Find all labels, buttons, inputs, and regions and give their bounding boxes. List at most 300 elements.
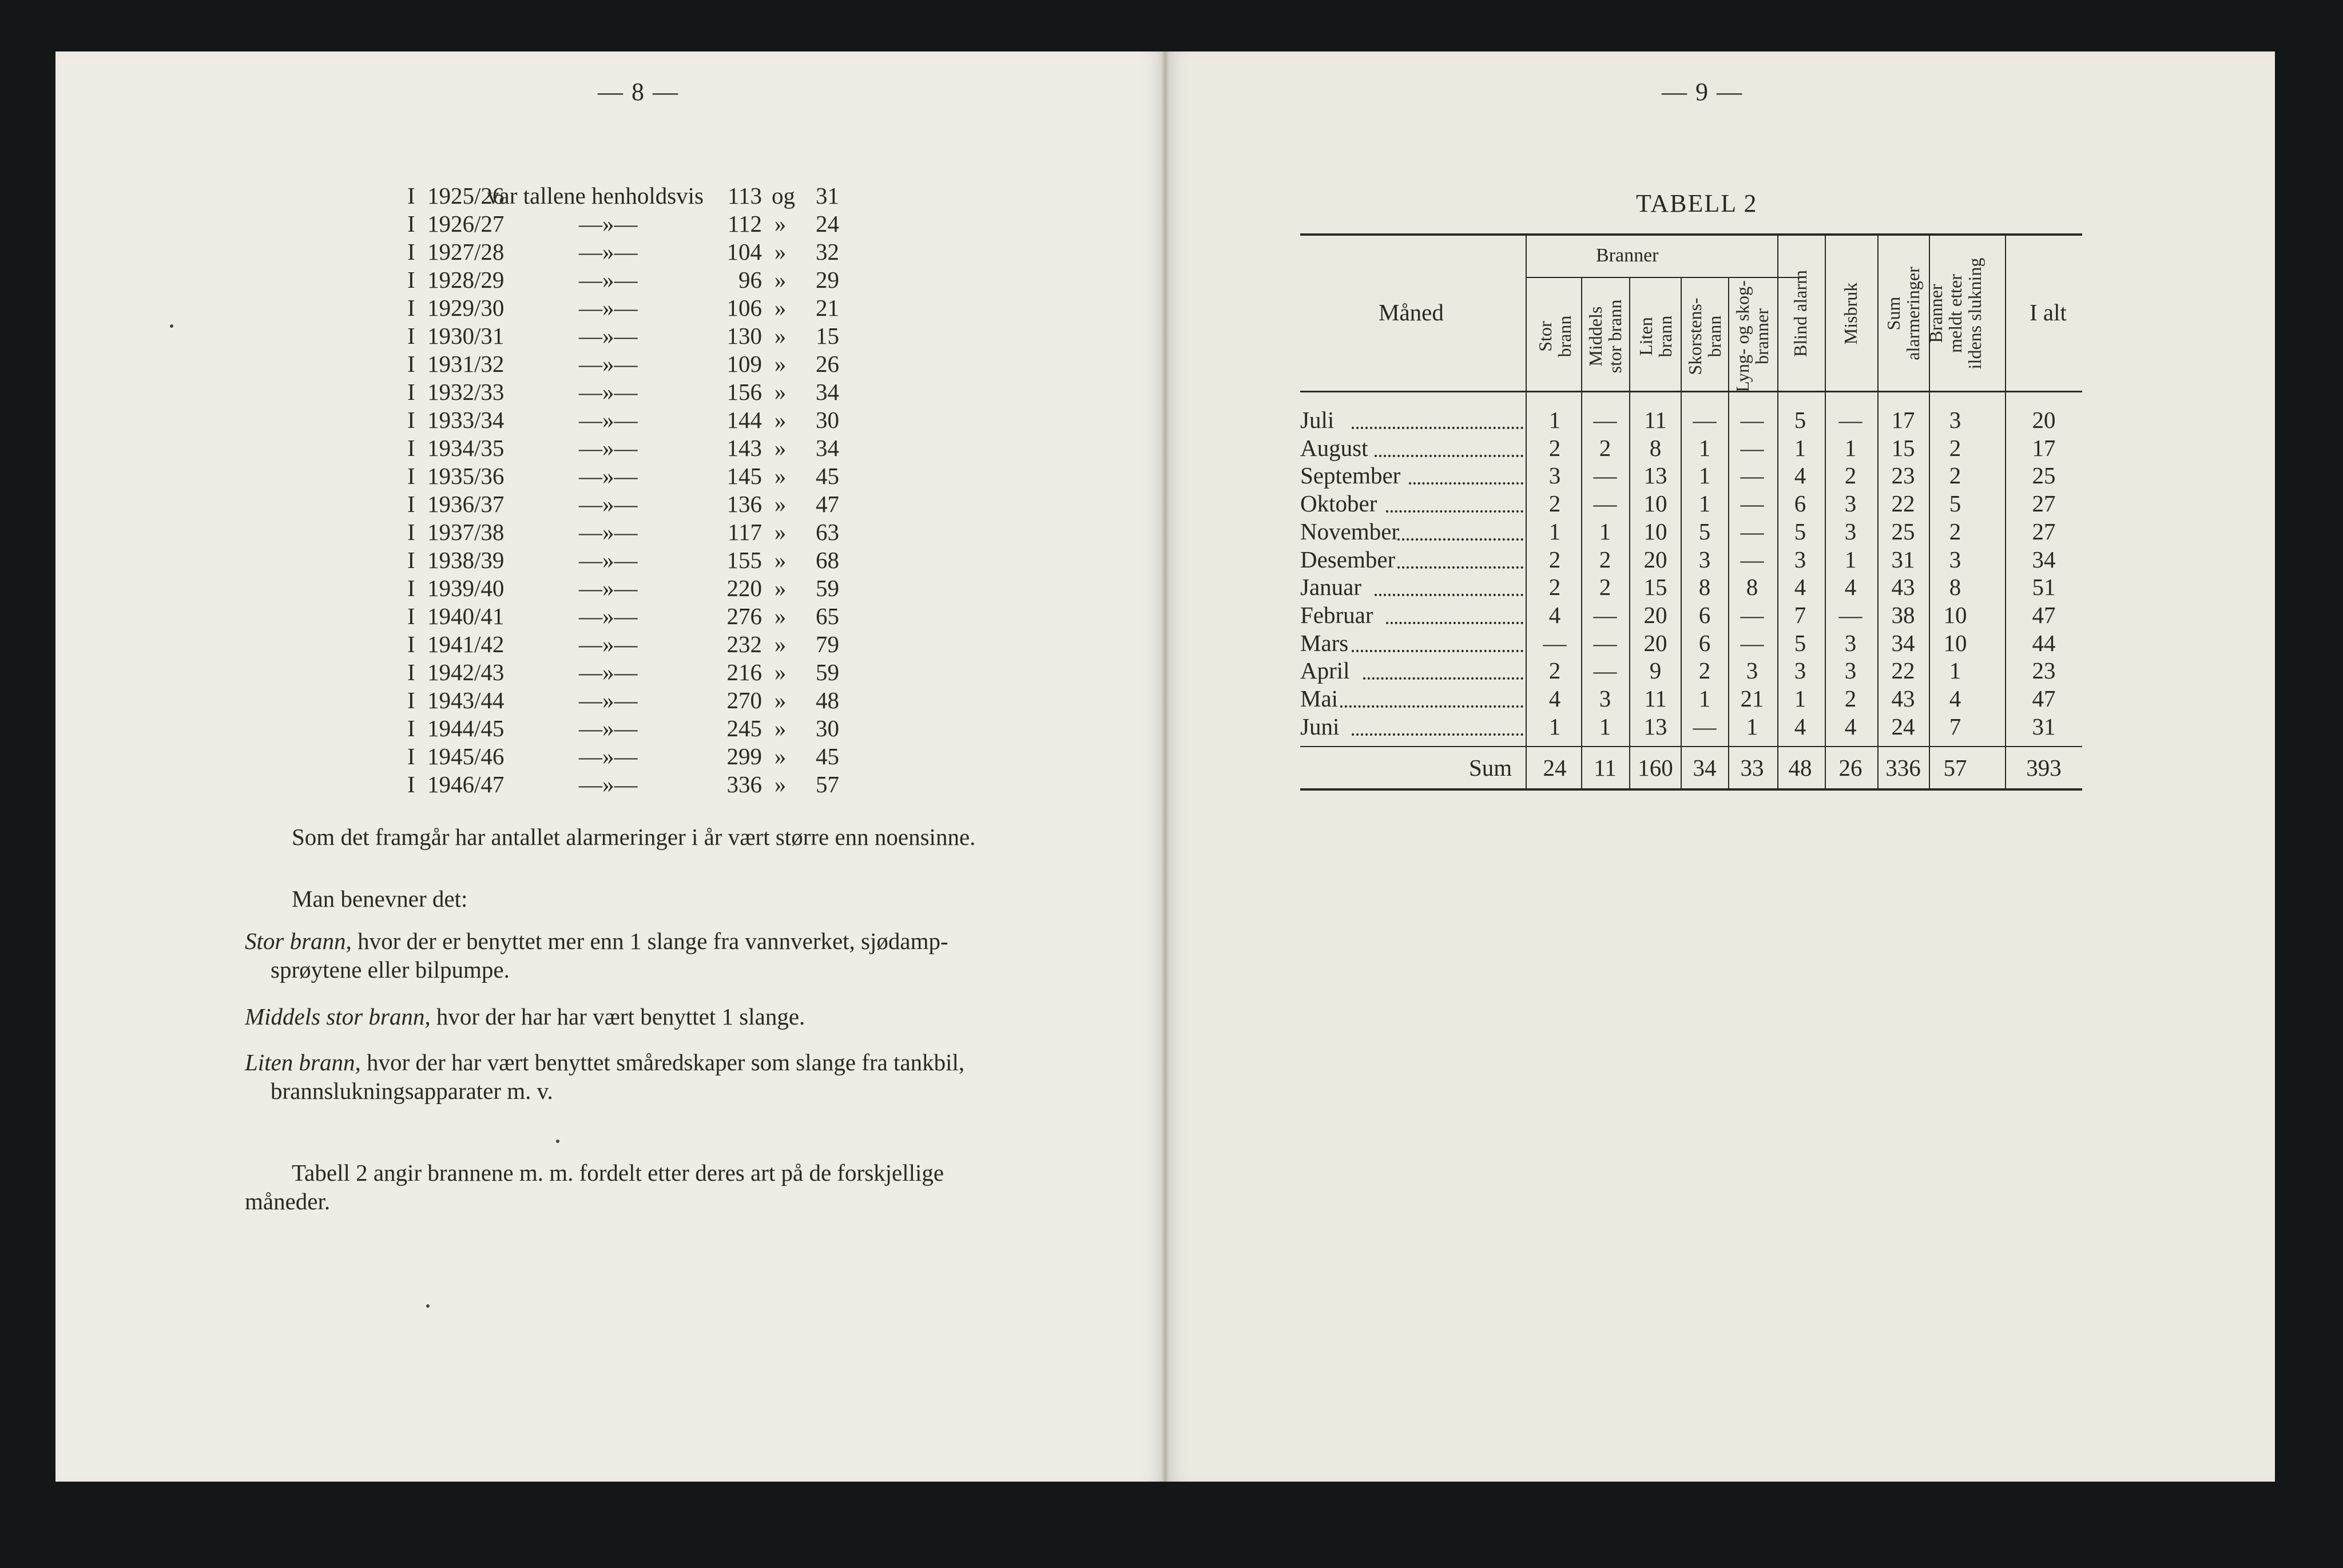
table-cell: 5	[1698, 518, 1711, 545]
year-label: 1945/46	[427, 743, 505, 769]
sum-cell: 33	[1740, 755, 1764, 781]
table-cell: 1	[1698, 462, 1711, 489]
column-header	[1636, 316, 1675, 358]
month-label	[1300, 518, 1529, 545]
month-label	[1300, 713, 1529, 740]
paragraph-alarms: Som det framgår har antallet alarmeringer i år vært større enn noensinne.	[292, 824, 976, 850]
month-name: Oktober	[1300, 490, 1377, 517]
year-label: 1942/43	[427, 659, 505, 685]
column-header-line: brann	[1704, 315, 1725, 358]
year-connector: —»—	[579, 295, 638, 321]
year-prefix: I	[407, 631, 415, 657]
table-cell: —	[1593, 462, 1617, 489]
value-b: 48	[816, 687, 839, 713]
table-cell: 10	[1943, 601, 1967, 628]
table-cell: 8	[1949, 574, 1961, 601]
month-label	[1300, 462, 1529, 489]
table-cell: 43	[1891, 574, 1915, 601]
column-header-line: Skorstens-	[1685, 297, 1705, 375]
table-cell: 4	[1844, 574, 1857, 601]
sum-top-rule	[1300, 746, 2082, 747]
table-cell: 3	[1548, 462, 1561, 489]
table-cell: 17	[1891, 407, 1915, 433]
table-cell: 23	[2032, 657, 2056, 684]
table-cell: 22	[1891, 657, 1915, 684]
table-cell: 38	[1891, 601, 1915, 628]
value-b: 30	[816, 715, 839, 741]
table-cell: —	[1740, 462, 1764, 489]
table-cell: 15	[1643, 574, 1667, 601]
table-cell: 2	[1844, 685, 1857, 712]
year-row	[407, 630, 979, 658]
year-row	[407, 714, 979, 743]
column-header-line: branner	[1752, 308, 1772, 364]
table-cell: 34	[2032, 546, 2056, 573]
column-header-line: alarmeringer	[1903, 267, 1923, 360]
table-cell: —	[1740, 546, 1764, 573]
table-cell: 5	[1794, 518, 1806, 545]
table-cell: 2	[1949, 434, 1961, 461]
book-spine	[1161, 51, 1169, 1482]
year-prefix: I	[407, 351, 415, 377]
table-cell: 5	[1794, 407, 1806, 433]
column-rule	[2005, 236, 2006, 788]
table-cell: 44	[2032, 629, 2056, 656]
month-label	[1300, 406, 1529, 434]
month-label	[1300, 657, 1529, 684]
header-maaned: Måned	[1379, 299, 1444, 325]
year-prefix: I	[407, 519, 415, 545]
table-cell: —	[1593, 407, 1617, 433]
table-cell: —	[1740, 518, 1764, 545]
value-b: 34	[816, 379, 839, 405]
table-cell: 13	[1643, 462, 1667, 489]
month-name: April	[1300, 657, 1350, 684]
year-label: 1944/45	[427, 715, 505, 741]
table-cell: 6	[1698, 601, 1711, 628]
sum-cell: 336	[1885, 755, 1921, 781]
table-cell: 34	[1891, 629, 1915, 656]
value-a: 109	[726, 351, 762, 377]
year-row	[407, 686, 979, 714]
year-connector: —»—	[579, 519, 638, 545]
value-separator: »	[774, 519, 787, 545]
table-header-rule	[1300, 391, 2082, 392]
value-b: 45	[816, 743, 839, 769]
year-label: 1946/47	[427, 771, 505, 797]
table-cell: 3	[1746, 657, 1758, 684]
year-label: 1931/32	[427, 351, 505, 377]
table-cell: 1	[1698, 490, 1711, 517]
year-row	[407, 294, 979, 322]
table-cell: 2	[1949, 462, 1961, 489]
year-connector: —»—	[579, 351, 638, 377]
table-cell: —	[1593, 490, 1617, 517]
table-cell: 22	[1891, 490, 1915, 517]
year-label: 1927/28	[427, 239, 505, 265]
value-separator: »	[774, 771, 787, 797]
table-cell: 1	[1949, 657, 1961, 684]
year-prefix: I	[407, 547, 415, 573]
year-row	[407, 434, 979, 462]
month-name: August	[1300, 434, 1368, 461]
value-separator: »	[774, 351, 787, 377]
value-a: 245	[726, 715, 762, 741]
table-cell: 1	[1599, 518, 1611, 545]
table-cell: 2	[1599, 546, 1611, 573]
table-cell: 10	[1943, 629, 1967, 656]
table-cell: 2	[1548, 490, 1561, 517]
table-cell: —	[1740, 601, 1764, 628]
year-label: 1933/34	[427, 407, 505, 433]
table-top-rule	[1300, 233, 2082, 236]
month-name: September	[1300, 462, 1401, 489]
table-cell: 4	[1794, 713, 1806, 740]
value-b: 15	[816, 323, 839, 349]
table-cell: 31	[2032, 713, 2056, 740]
value-b: 24	[816, 211, 839, 237]
table-cell: 43	[1891, 685, 1915, 712]
value-a: 276	[726, 603, 762, 629]
column-header-line: meldt etter	[1945, 274, 1965, 353]
leader-dots	[1352, 629, 1523, 652]
table-cell: 2	[1548, 574, 1561, 601]
table-cell: 3	[1844, 657, 1857, 684]
sum-cell: 34	[1693, 755, 1717, 781]
paragraph-line: Tabell 2 angir brannene m. m. fordelt etter deres art på de forskjellige	[292, 1160, 944, 1186]
value-b: 79	[816, 631, 839, 657]
table-cell: —	[1740, 490, 1764, 517]
value-separator: »	[774, 491, 787, 517]
month-name: Mai	[1300, 685, 1339, 712]
table-cell: 7	[1794, 601, 1806, 628]
table-cell: 24	[1891, 713, 1915, 740]
table-cell: 8	[1698, 574, 1711, 601]
table-cell: 2	[1548, 434, 1561, 461]
year-prefix: I	[407, 603, 415, 629]
value-b: 29	[816, 267, 839, 293]
year-label: 1925/26	[427, 182, 505, 209]
year-prefix: I	[407, 435, 415, 461]
year-prefix: I	[407, 463, 415, 489]
year-prefix: I	[407, 407, 415, 433]
column-header-line: Blind alarm	[1790, 270, 1810, 357]
year-connector: —»—	[579, 491, 638, 517]
leader-dots	[1352, 406, 1523, 429]
value-separator: »	[774, 631, 787, 657]
value-separator: »	[774, 547, 787, 573]
table-cell: 20	[2032, 407, 2056, 433]
column-header	[1733, 280, 1772, 392]
value-separator: »	[774, 435, 787, 461]
year-connector: —»—	[579, 435, 638, 461]
paragraph-tabell2	[292, 1158, 1075, 1187]
term-middels-brann: Middels stor brann,	[245, 1003, 431, 1030]
year-connector: —»—	[579, 743, 638, 769]
year-connector: —»—	[579, 407, 638, 433]
definition-text: sprøytene eller bilpumpe.	[271, 956, 510, 983]
value-a: 117	[728, 519, 762, 545]
value-a: 145	[726, 463, 762, 489]
definition-text: hvor der er benyttet mer enn 1 slange fra vannverket, sjødamp-	[351, 928, 948, 954]
year-label: 1938/39	[427, 547, 505, 573]
value-b: 63	[816, 519, 839, 545]
sum-cell: 393	[2026, 755, 2062, 781]
table-cell: 3	[1844, 490, 1857, 517]
leader-dots	[1397, 518, 1523, 541]
month-label	[1300, 434, 1529, 462]
year-row	[407, 462, 979, 490]
value-separator: »	[774, 267, 787, 293]
value-a: 96	[738, 267, 762, 293]
table-cell: —	[1693, 713, 1717, 740]
leader-dots	[1375, 434, 1523, 457]
year-prefix: I	[407, 715, 415, 741]
sum-cell: 24	[1543, 755, 1567, 781]
table-cell: 2	[1599, 434, 1611, 461]
value-b: 45	[816, 463, 839, 489]
table-cell: 5	[1794, 629, 1806, 656]
definition-text: hvor der har vært benyttet småredskaper som slange fra tankbil,	[360, 1049, 965, 1075]
year-label: 1932/33	[427, 379, 505, 405]
table-cell: 3	[1794, 657, 1806, 684]
year-label: 1928/29	[427, 267, 505, 293]
year-connector: —»—	[579, 659, 638, 685]
table-cell: —	[1543, 629, 1567, 656]
left-page-number: — 8 —	[598, 78, 679, 106]
paragraph-benevner: Man benevner det:	[292, 886, 468, 912]
definition-middels-brann	[245, 1002, 1028, 1031]
year-connector: —»—	[579, 771, 638, 797]
table-cell: 1	[1794, 434, 1806, 461]
year-row	[407, 350, 979, 378]
branner-group-rule	[1526, 277, 1805, 278]
year-label: 1940/41	[427, 603, 505, 629]
value-separator: »	[774, 715, 787, 741]
year-label: 1943/44	[427, 687, 505, 713]
table-cell: 4	[1794, 462, 1806, 489]
value-b: 65	[816, 603, 839, 629]
sum-cell: 48	[1788, 755, 1812, 781]
year-label: 1935/36	[427, 463, 505, 489]
value-a: 299	[726, 743, 762, 769]
table-cell: 1	[1698, 685, 1711, 712]
table-cell: —	[1693, 407, 1717, 433]
year-label: 1930/31	[427, 323, 505, 349]
value-b: 68	[816, 547, 839, 573]
value-separator: »	[774, 687, 787, 713]
month-name: Februar	[1300, 601, 1373, 628]
column-header-line: ildens slukning	[1964, 257, 1985, 370]
value-a: 155	[726, 547, 762, 573]
year-connector: —»—	[579, 575, 638, 601]
value-b: 32	[816, 239, 839, 265]
table-cell: 47	[2032, 601, 2056, 628]
definition-text: brannslukningsapparater m. v.	[271, 1078, 553, 1104]
table-cell: 20	[1643, 546, 1667, 573]
table-cell: 11	[1644, 685, 1667, 712]
year-connector: —»—	[579, 687, 638, 713]
year-prefix: I	[407, 771, 415, 797]
table-cell: 25	[1891, 518, 1915, 545]
year-connector: —»—	[579, 547, 638, 573]
column-header	[1884, 267, 1923, 360]
table-cell: 4	[1548, 601, 1561, 628]
column-header	[1841, 283, 1860, 344]
year-connector: —»—	[579, 211, 638, 237]
column-rule	[1877, 236, 1879, 788]
year-label: 1941/42	[427, 631, 505, 657]
year-row	[407, 210, 979, 238]
year-row	[407, 771, 979, 799]
table-cell: 5	[1949, 490, 1961, 517]
year-row	[407, 546, 979, 574]
table-cell: 3	[1794, 546, 1806, 573]
value-separator: »	[774, 323, 787, 349]
table-cell: 1	[1548, 518, 1561, 545]
print-dot	[426, 1304, 430, 1308]
table-cell: 10	[1643, 490, 1667, 517]
definition-liten-brann	[245, 1048, 1028, 1105]
value-a: 220	[726, 575, 762, 601]
table-cell: 8	[1746, 574, 1758, 601]
table-cell: 3	[1599, 685, 1611, 712]
year-row	[407, 266, 979, 294]
value-separator: »	[774, 463, 787, 489]
value-a: 106	[726, 295, 762, 321]
table-cell: —	[1593, 629, 1617, 656]
month-label	[1300, 685, 1529, 712]
paragraph-tabell2-end: måneder.	[245, 1188, 331, 1214]
leader-dots	[1409, 462, 1523, 485]
table-cell: 47	[2032, 685, 2056, 712]
column-header	[1926, 258, 1984, 370]
sum-cell: 160	[1638, 755, 1673, 781]
value-a: 156	[726, 379, 762, 405]
month-label	[1300, 573, 1529, 601]
table-bottom-rule	[1300, 788, 2082, 791]
value-a: 104	[726, 239, 762, 265]
header-i-alt: I alt	[2030, 299, 2067, 325]
table-cell: —	[1740, 629, 1764, 656]
month-name: Juni	[1300, 713, 1340, 740]
year-prefix: I	[407, 491, 415, 517]
column-header-line: stor brann	[1605, 299, 1625, 374]
table-cell: 27	[2032, 490, 2056, 517]
column-header	[1535, 316, 1574, 358]
table-cell: —	[1740, 434, 1764, 461]
month-label	[1300, 629, 1529, 657]
leader-dots	[1386, 490, 1523, 513]
year-row	[407, 182, 979, 210]
year-prefix: I	[407, 267, 415, 293]
column-header-line: Branner	[1925, 284, 1946, 343]
table-cell: 2	[1844, 462, 1857, 489]
right-page-number: — 9 —	[1662, 78, 1743, 106]
column-rule	[1629, 278, 1630, 788]
column-rule	[1825, 236, 1826, 788]
leader-dots	[1352, 713, 1523, 736]
month-label	[1300, 490, 1529, 517]
header-branner: Branner	[1596, 245, 1659, 266]
value-b: 31	[816, 182, 839, 209]
sum-cell: 11	[1594, 755, 1617, 781]
year-row	[407, 658, 979, 686]
table-cell: 4	[1548, 685, 1561, 712]
table-cell: 11	[1644, 407, 1667, 433]
month-name: Desember	[1300, 546, 1396, 573]
year-prefix: I	[407, 211, 415, 237]
value-a: 113	[728, 182, 762, 209]
table-cell: 9	[1649, 657, 1662, 684]
value-a: 112	[728, 211, 762, 237]
table-cell: 6	[1698, 629, 1711, 656]
year-connector: —»—	[579, 715, 638, 741]
table-cell: 1	[1794, 685, 1806, 712]
value-separator: »	[774, 575, 787, 601]
year-connector: var tallene henholdsvis	[487, 182, 704, 209]
year-label: 1936/37	[427, 491, 505, 517]
column-header-line: Sum	[1883, 296, 1904, 331]
year-prefix: I	[407, 575, 415, 601]
year-connector: —»—	[579, 463, 638, 489]
table-cell: 20	[1643, 629, 1667, 656]
table-cell: 1	[1548, 407, 1561, 433]
year-prefix: I	[407, 295, 415, 321]
table-cell: 4	[1844, 713, 1857, 740]
value-b: 21	[816, 295, 839, 321]
year-connector: —»—	[579, 603, 638, 629]
value-separator: og	[772, 182, 795, 209]
table-cell: 6	[1794, 490, 1806, 517]
table-cell: 21	[1740, 685, 1764, 712]
year-connector: —»—	[579, 379, 638, 405]
table-cell: 3	[1844, 629, 1857, 656]
year-label: 1939/40	[427, 575, 505, 601]
month-label	[1300, 601, 1529, 629]
month-name: Juli	[1300, 407, 1335, 433]
column-header-line: Misbruk	[1840, 282, 1861, 345]
value-b: 59	[816, 659, 839, 685]
value-b: 47	[816, 491, 839, 517]
table-cell: 27	[2032, 518, 2056, 545]
definition-stor-brann	[245, 927, 1028, 984]
year-prefix: I	[407, 379, 415, 405]
month-name: November	[1300, 518, 1400, 545]
year-label: 1937/38	[427, 519, 505, 545]
value-a: 336	[726, 771, 762, 797]
value-a: 216	[726, 659, 762, 685]
year-row	[407, 743, 979, 771]
table-cell: —	[1838, 407, 1863, 433]
column-header	[1586, 300, 1625, 374]
table-cell: 1	[1844, 434, 1857, 461]
table-cell: 51	[2032, 574, 2056, 601]
column-header-line: brann	[1655, 315, 1675, 358]
table-cell: 15	[1891, 434, 1915, 461]
table-cell: 7	[1949, 713, 1961, 740]
leader-dots	[1386, 601, 1523, 624]
table-cell: 1	[1746, 713, 1758, 740]
year-row	[407, 602, 979, 630]
year-prefix: I	[407, 687, 415, 713]
table-cell: —	[1593, 657, 1617, 684]
table-cell: 31	[1891, 546, 1915, 573]
column-header-line: Liten	[1635, 317, 1656, 356]
year-label: 1934/35	[427, 435, 505, 461]
table-cell: 23	[1891, 462, 1915, 489]
column-header-line: Middels	[1585, 306, 1606, 367]
